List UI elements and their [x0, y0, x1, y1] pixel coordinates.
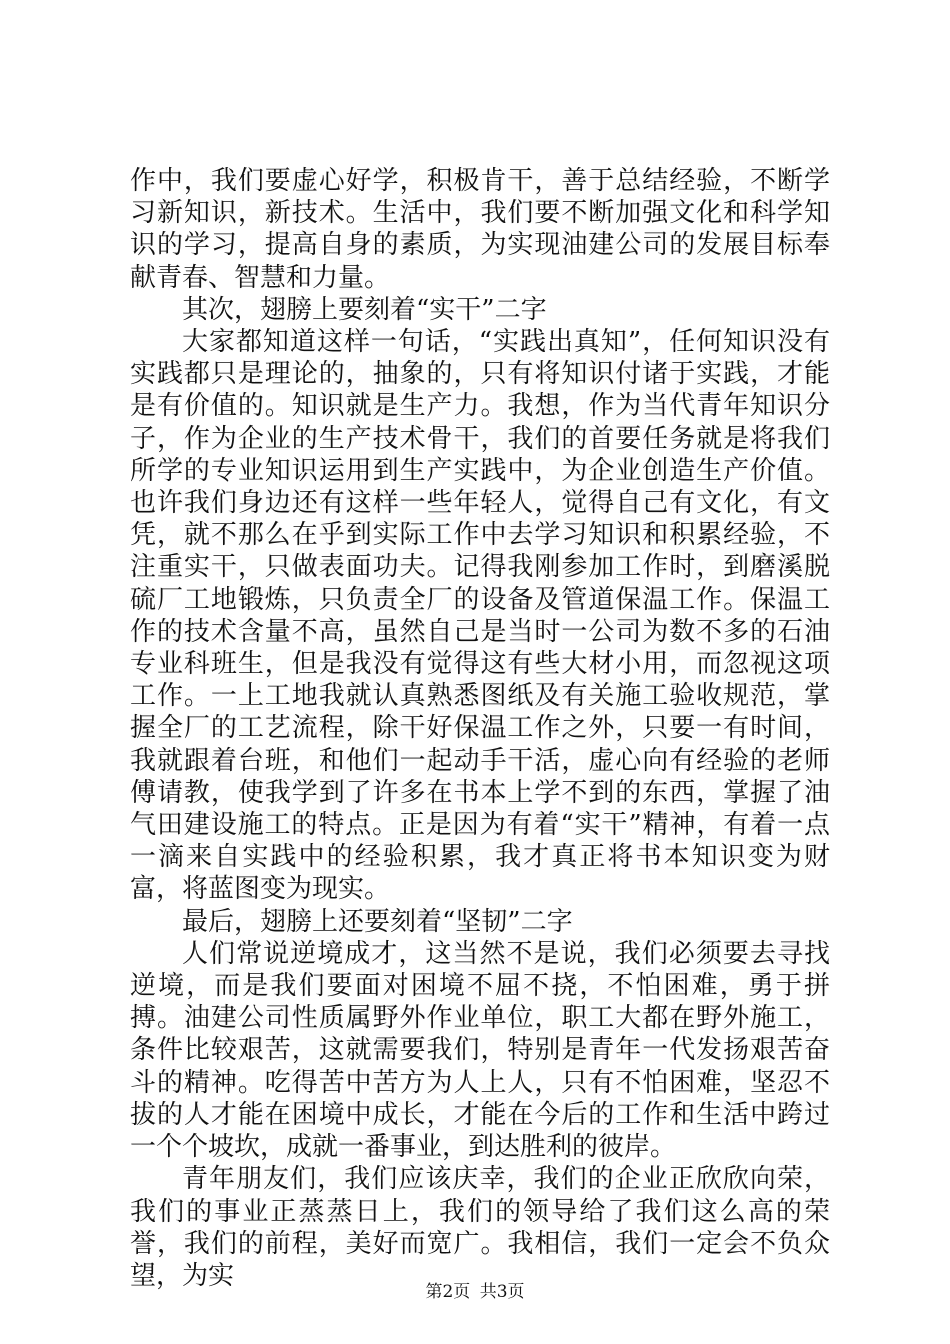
page-total: 共3页	[479, 1282, 525, 1302]
paragraph-shigan: 大家都知道这样一句话，“实践出真知”，任何知识没有实践都只是理论的，抽象的，只有将知识付诸于实践，才能是有价值的。知识就是生产力。我想，作为当代青年知识分子，作为企业的生产技术骨干，我们的首要任务就是将我们所学的专业知识运用到生产实践中，为企业创造生产价值。也许我们身边还有这样一些年轻人，觉得自己有文化，有文凭，就不那么在乎到实际工作中去学习知识和积累经验，不注重实干，只做表面功夫。记得我刚参加工作时，到磨溪脱硫厂工地锻炼，只负责全厂的设备及管道保温工作。保温工作的技术含量不高，虽然自己是当时一公司为数不多的石油专业科班生，但是我没有觉得这有些大材小用，而忽视这项工作。一上工地我就认真熟悉图纸及有关施工验收规范，掌握全厂的工艺流程，除干好保温工作之外，只要一有时间，我就跟着台班，和他们一起动手干活，虚心向有经验的老师傅请教，使我学到了许多在书本上学不到的东西，掌握了油气田建设施工的特点。正是因为有着“实干”精神，有着一点一滴来自实践中的经验积累，我才真正将书本知识变为财富，将蓝图变为现实。	[130, 327, 830, 905]
paragraph-closing: 青年朋友们，我们应该庆幸，我们的企业正欣欣向荣，我们的事业正蒸蒸日上，我们的领导给了我们这么高的荣誉，我们的前程，美好而宽广。我相信，我们一定会不负众望，为实	[130, 1164, 830, 1291]
paragraph-continued: 作中，我们要虚心好学，积极肯干，善于总结经验，不断学习新知识，新技术。生活中，我们要不断加强文化和科学知识的学习，提高自身的素质，为实现油建公司的发展目标奉献青春、智慧和力量。	[130, 166, 830, 293]
page-footer	[0, 1277, 950, 1302]
paragraph-jianren: 人们常说逆境成才，这当然不是说，我们必须要去寻找逆境，而是我们要面对困境不屈不挠，不怕困难，勇于拼搏。油建公司性质属野外作业单位，职工大都在野外施工，条件比较艰苦，这就需要我们，特别是青年一代发扬艰苦奋斗的精神。吃得苦中苦方为人上人，只有不怕困难，坚忍不拔的人才能在困境中成长，才能在今后的工作和生活中跨过一个个坡坎，成就一番事业，到达胜利的彼岸。	[130, 938, 830, 1163]
page-number: 第2页	[425, 1282, 471, 1302]
section-heading-shigan: 其次，翅膀上要刻着“实干”二字	[182, 294, 547, 325]
section-heading-jianren: 最后，翅膀上还要刻着“坚韧”二字	[182, 906, 573, 937]
document-body	[130, 165, 830, 1292]
